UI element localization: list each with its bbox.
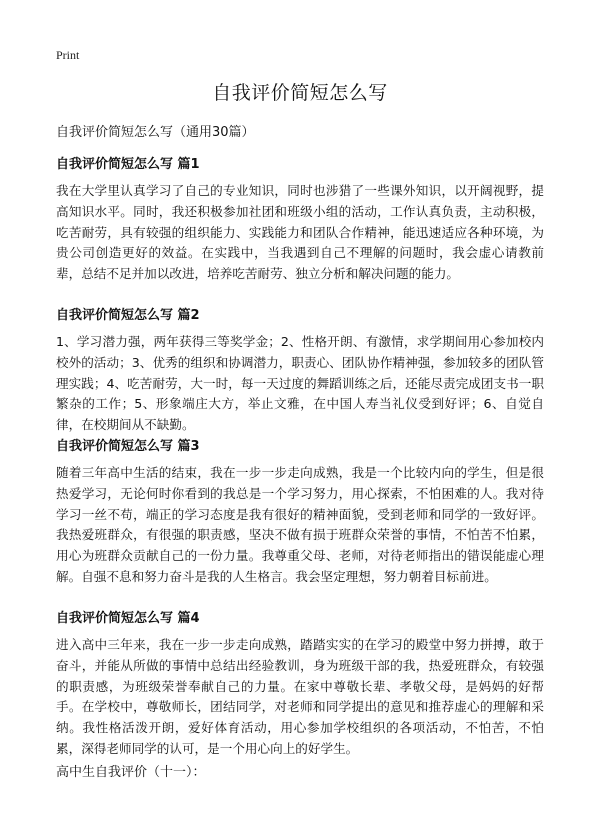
section-body-1: 我在大学里认真学习了自己的专业知识，同时也涉猎了一些课外知识，以开阔视野，提高知识水平。同时，我还积极参加社团和班级小组的活动，工作认真负责，主动积极，吃苦耐劳，具有较强的组织能力、实践能力和团队合作精神，能迅速适应各种环境，为贵公司创造更好的效益。在实践中，当我遇到自己不理解的问题时，我会虚心请教前辈，总结不足并加以改进，培养吃苦耐劳、独立分析和解决问题的能力。 <box>56 183 544 282</box>
document-subtitle: 自我评价简短怎么写（通用30篇） <box>56 125 255 140</box>
print-link[interactable]: Print <box>56 48 80 62</box>
section-heading-2: 自我评价简短怎么写 篇2 <box>56 308 200 323</box>
next-section-label: 高中生自我评价（十一）： <box>56 765 206 780</box>
section-body-2: 1、学习潜力强，两年获得三等奖学金；2、性格开朗、有激情，求学期间用心参加校内校外的活动；3、优秀的组织和协调潜力，职责心、团队协作精神强，参加较多的团队管理实践；4、吃苦耐劳，大一时，每一天过度的舞蹈训练之后，还能尽责完成团支书一职繁杂的工作；5、形象端庄大方，举止文雅，在中国人寿当礼仪受到好评；6、自觉自律，在校期间从不缺勤。 <box>56 334 544 433</box>
page-title: 自我评价简短怎么写 <box>212 82 388 104</box>
section-body-3: 随着三年高中生活的结束，我在一步一步走向成熟，我是一个比较内向的学生，但是很热爱学习，无论何时你看到的我总是一个学习努力，用心探索，不怕困难的人。我对待学习一丝不苟，端正的学习态度是我有很好的精神面貌，受到老师和同学的一致好评。我热爱班群众，有很强的职责感，坚决不做有损于班群众荣誉的事情，不怕苦不怕累，用心为班群众贡献自己的一份力量。我尊重父母、老师，对待老师指出的错误能虚心理解。自强不息和努力奋斗是我的人生格言。我会坚定理想，努力朝着目标前进。 <box>56 465 544 584</box>
section-body-4: 进入高中三年来，我在一步一步走向成熟，踏踏实实的在学习的殿堂中努力拼搏，敢于奋斗，并能从所做的事情中总结出经验教训，身为班级干部的我，热爱班群众，有较强的职责感，为班级荣誉奉献自己的力量。在家中尊敬长辈、孝敬父母，是妈妈的好帮手。在学校中，尊敬师长，团结同学，对老师和同学提出的意见和推荐虚心的理解和采纳。我性格活泼开朗，爱好体育活动，用心参加学校组织的各项活动，不怕苦，不怕累，深得老师同学的认可，是一个用心向上的好学生。 <box>56 637 544 756</box>
section-heading-4: 自我评价简短怎么写 篇4 <box>56 611 200 626</box>
section-heading-1: 自我评价简短怎么写 篇1 <box>56 157 200 172</box>
section-heading-3: 自我评价简短怎么写 篇3 <box>56 439 200 454</box>
